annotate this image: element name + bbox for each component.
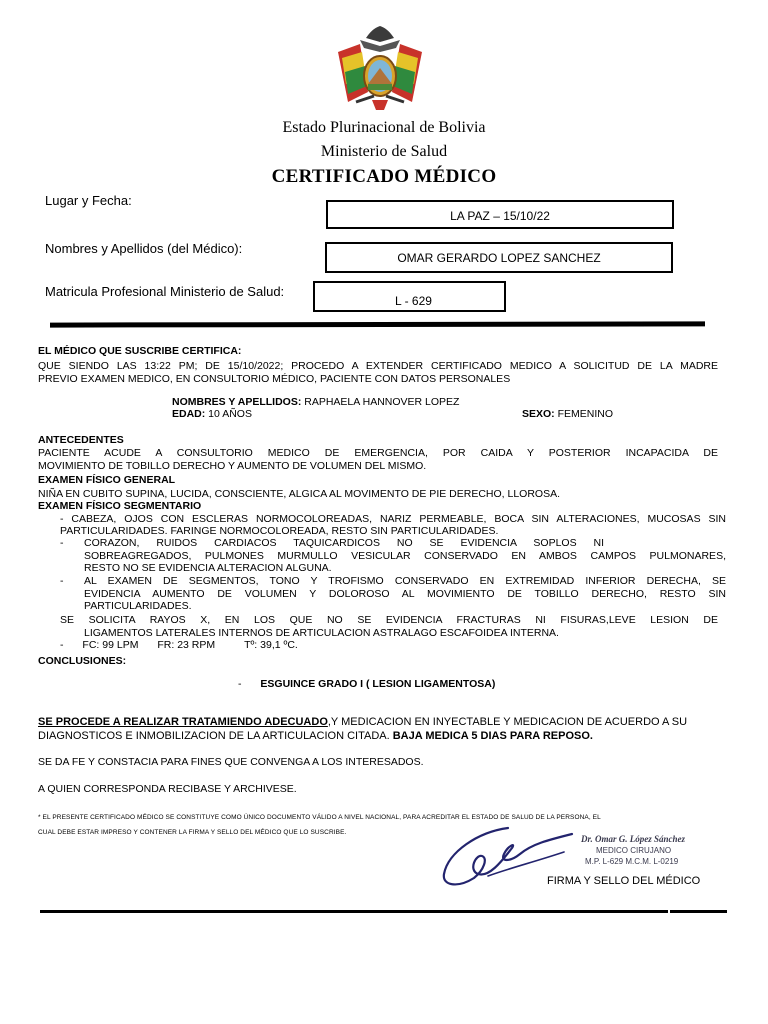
patient-name-value: RAPHAELA HANNOVER LOPEZ: [304, 396, 460, 408]
seg-head-line-1: - CABEZA, OJOS CON ESCLERAS NORMOCOLOREADAS, NARIZ PERMEABLE, BOCA SIN ALTERACIONES, MUCOSAS SIN: [60, 513, 726, 525]
footer-rule-left: [40, 910, 545, 913]
treatment-line-1: [38, 716, 718, 729]
list-dash: -: [60, 575, 64, 587]
seg-limb-line-1: AL EXAMEN DE SEGMENTOS, TONO Y TROFISMO CONSERVADO EN EXTREMIDAD INFERIOR DERECHA, SE: [84, 575, 726, 587]
age-row: [172, 408, 472, 421]
conclusions-heading: CONCLUSIONES:: [38, 655, 127, 667]
antecedents-line-1: PACIENTE ACUDE A CONSULTORIO MEDICO DE EMERGENCIA, POR CAIDA Y POSTERIOR INCAPACIDA DE: [38, 447, 718, 459]
sex-row: [522, 408, 712, 421]
certifies-heading: EL MÉDICO QUE SUSCRIBE CERTIFICA:: [38, 345, 242, 357]
doctor-name-value: OMAR GERARDO LOPEZ SANCHEZ: [397, 251, 601, 265]
seg-heart-line-2: SOBREAGREGADOS, PULMONES MURMULLO VESICULAR CONSERVADO EN AMBOS CAMPOS PULMONARES,: [84, 549, 726, 562]
sex-value: FEMENINO: [557, 408, 614, 420]
place-date-label: Lugar y Fecha:: [45, 193, 132, 208]
footnote-line-1: * EL PRESENTE CERTIFICADO MÉDICO SE CONSTITUYE COMO ÚNICO DOCUMENTO VÁLIDO A NIVEL NACIONAL, PARA ACREDITAR EL ESTADO DE SALUD DE LA PERSONA, EL: [38, 814, 601, 821]
patient-name-label: NOMBRES Y APELLIDOS:: [172, 396, 302, 408]
seg-limb-line-3: PARTICULARIDADES.: [84, 600, 192, 613]
to-whom: A QUIEN CORRESPONDA RECIBASE Y ARCHIVESE.: [38, 783, 297, 795]
seg-head-line-2: PARTICULARIDADES. FARINGE NORMOCOLOREADA, RESTO SIN PARTICULARIDADES.: [60, 525, 499, 537]
seg-heart-item: [60, 537, 726, 575]
treatment-line-1-rest: ,Y MEDICACION EN INYECTABLE Y MEDICACION DE ACUERDO A SU: [327, 716, 688, 728]
seg-heart-line-1: CORAZON, RUIDOS CARDIACOS TAQUICARDICOS NO SE EVIDENCIA SOPLOS NI: [84, 537, 604, 549]
license-value: L - 629: [395, 294, 432, 308]
diagnosis-row: [238, 678, 638, 691]
age-label: EDAD:: [172, 408, 206, 420]
signature-label: FIRMA Y SELLO DEL MÉDICO: [547, 875, 701, 887]
list-dash: -: [238, 678, 242, 690]
treatment-line-2: [38, 730, 718, 743]
age-value: 10 AÑOS: [208, 408, 252, 420]
seg-limb-line-2: EVIDENCIA AUMENTO DE VOLUMEN Y DOLOROSO AL MOVIMIENTO DE TOBILLO DERECHO, RESTO SIN: [84, 587, 726, 600]
patient-name-row: [172, 396, 692, 409]
stamp-registry: M.P. L-629 M.C.M. L-0219: [585, 857, 679, 866]
antecedents-heading: ANTECEDENTES: [38, 434, 124, 446]
footer-rule-middle: [545, 910, 668, 913]
sex-label: SEXO:: [522, 408, 555, 420]
header-divider: [50, 321, 705, 327]
faith-statement: SE DA FE Y CONSTACIA PARA FINES QUE CONVENGA A LOS INTERESADOS.: [38, 756, 424, 768]
footer-rule-right: [670, 910, 727, 913]
footnote-line-2: CUAL DEBE ESTAR IMPRESO Y CONTENER LA FIRMA Y SELLO DEL MÉDICO QUE LO SUSCRIBE.: [38, 829, 347, 836]
bolivia-coat-of-arms-icon: [330, 22, 430, 118]
segmental-exam-heading: EXAMEN FÍSICO SEGMENTARIO: [38, 500, 202, 512]
antecedents-line-2: MOVIMIENTO DE TOBILLO DERECHO Y AUMENTO DE VOLUMEN DEL MISMO.: [38, 460, 427, 472]
vitals-fr: FR: 23 RPM: [157, 639, 216, 651]
place-date-value: LA PAZ – 15/10/22: [450, 209, 550, 223]
stamp-role: MEDICO CIRUJANO: [596, 846, 672, 855]
diagnosis: ESGUINCE GRADO I ( LESION LIGAMENTOSA): [260, 678, 496, 690]
license-box: [313, 281, 506, 312]
list-dash: -: [60, 639, 64, 651]
state-name: Estado Plurinacional de Bolivia: [282, 119, 486, 136]
vitals-temp: Tº: 39,1 ºC.: [244, 639, 298, 651]
stamp-name: Dr. Omar G. López Sánchez: [581, 834, 686, 844]
general-exam-heading: EXAMEN FÍSICO GENERAL: [38, 474, 176, 486]
xray-line-1: SE SOLICITA RAYOS X, EN LOS QUE NO SE EVIDENCIA FRACTURAS NI FISURAS,LEVE LESION DE: [60, 614, 718, 626]
treatment-heading: SE PROCEDE A REALIZAR TRATAMIENDO ADECUADO: [38, 716, 328, 728]
rest-leave: BAJA MEDICA 5 DIAS PARA REPOSO.: [392, 730, 593, 742]
doctor-name-label: Nombres y Apellidos (del Médico):: [45, 241, 243, 256]
treatment-line-2-text: DIAGNOSTICOS E INMOBILIZACION DE LA ARTICULACION CITADA.: [38, 730, 390, 742]
intro-line-2: PREVIO EXAMEN MEDICO, EN CONSULTORIO MÉDICO, PACIENTE CON DATOS PERSONALES: [38, 373, 511, 385]
intro-line-1: QUE SIENDO LAS 13:22 PM; DE 15/10/2022; PROCEDO A EXTENDER CERTIFICADO MEDICO A SOLICITUD DE LA MADRE: [38, 360, 718, 372]
list-dash: -: [60, 537, 64, 549]
license-label: Matricula Profesional Ministerio de Salud:: [45, 284, 285, 299]
xray-line-2: LIGAMENTOS LATERALES INTERNOS DE ARTICULACION ASTRALAGO ESCAFOIDEA INTERNA.: [84, 627, 559, 639]
page-title: CERTIFICADO MÉDICO: [271, 166, 497, 187]
general-exam-text: NIÑA EN CUBITO SUPINA, LUCIDA, CONSCIENTE, ALGICA AL MOVIMENTO DE PIE DERECHO, LLOROSA.: [38, 488, 561, 500]
seg-heart-line-3: RESTO NO SE EVIDENCIA ALTERACION ALGUNA.: [84, 562, 332, 575]
seg-limb-item: [60, 575, 726, 613]
doctor-name-box: [325, 242, 673, 273]
ministry-name: Ministerio de Salud: [320, 143, 448, 160]
vitals-fc: FC: 99 LPM: [82, 639, 139, 651]
place-date-box: [326, 200, 674, 229]
vitals-row: [60, 639, 460, 652]
